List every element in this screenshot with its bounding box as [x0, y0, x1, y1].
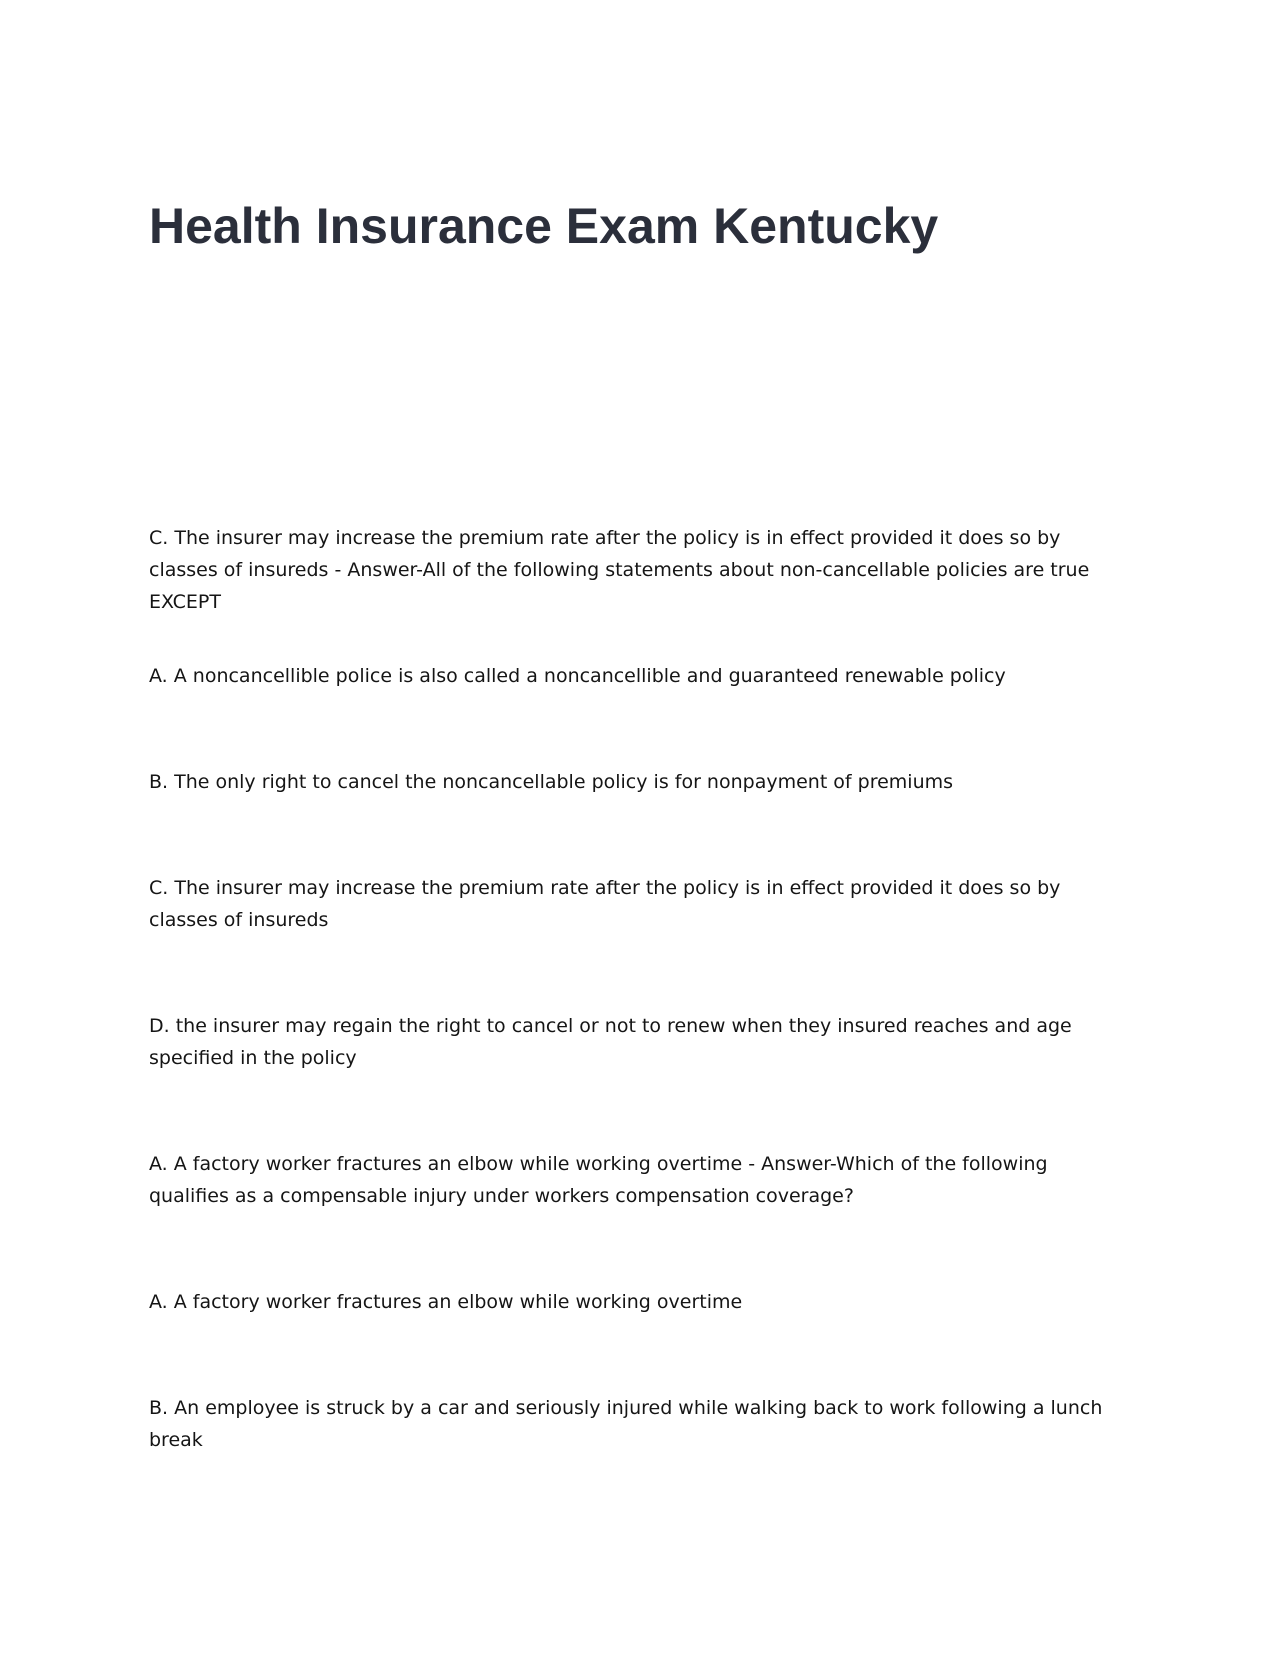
paragraph: D. the insurer may regain the right to cancel or not to renew when they insured reaches and age specified in the policy — [149, 1015, 1072, 1069]
paragraph: B. An employee is struck by a car and seriously injured while walking back to work following a lunch break — [149, 1397, 1103, 1451]
paragraph: C. The insurer may increase the premium rate after the policy is in effect provided it does so by classes of insureds - Answer-All of the following statements about non-cancellable policies are true EXCEPT — [149, 527, 1090, 613]
paragraph: A. A factory worker fractures an elbow while working overtime — [149, 1291, 743, 1313]
paragraph: A. A factory worker fractures an elbow while working overtime - Answer-Which of the following qualifies as a compensable injury under workers compensation coverage? — [149, 1153, 1048, 1207]
paragraph: A. A noncancellible police is also called a noncancellible and guaranteed renewable policy — [149, 665, 1006, 687]
paragraph: B. The only right to cancel the noncancellable policy is for nonpayment of premiums — [149, 771, 954, 793]
paragraph: C. The insurer may increase the premium rate after the policy is in effect provided it does so by classes of insureds — [149, 877, 1061, 931]
document-title: Health Insurance Exam Kentucky — [149, 198, 939, 254]
